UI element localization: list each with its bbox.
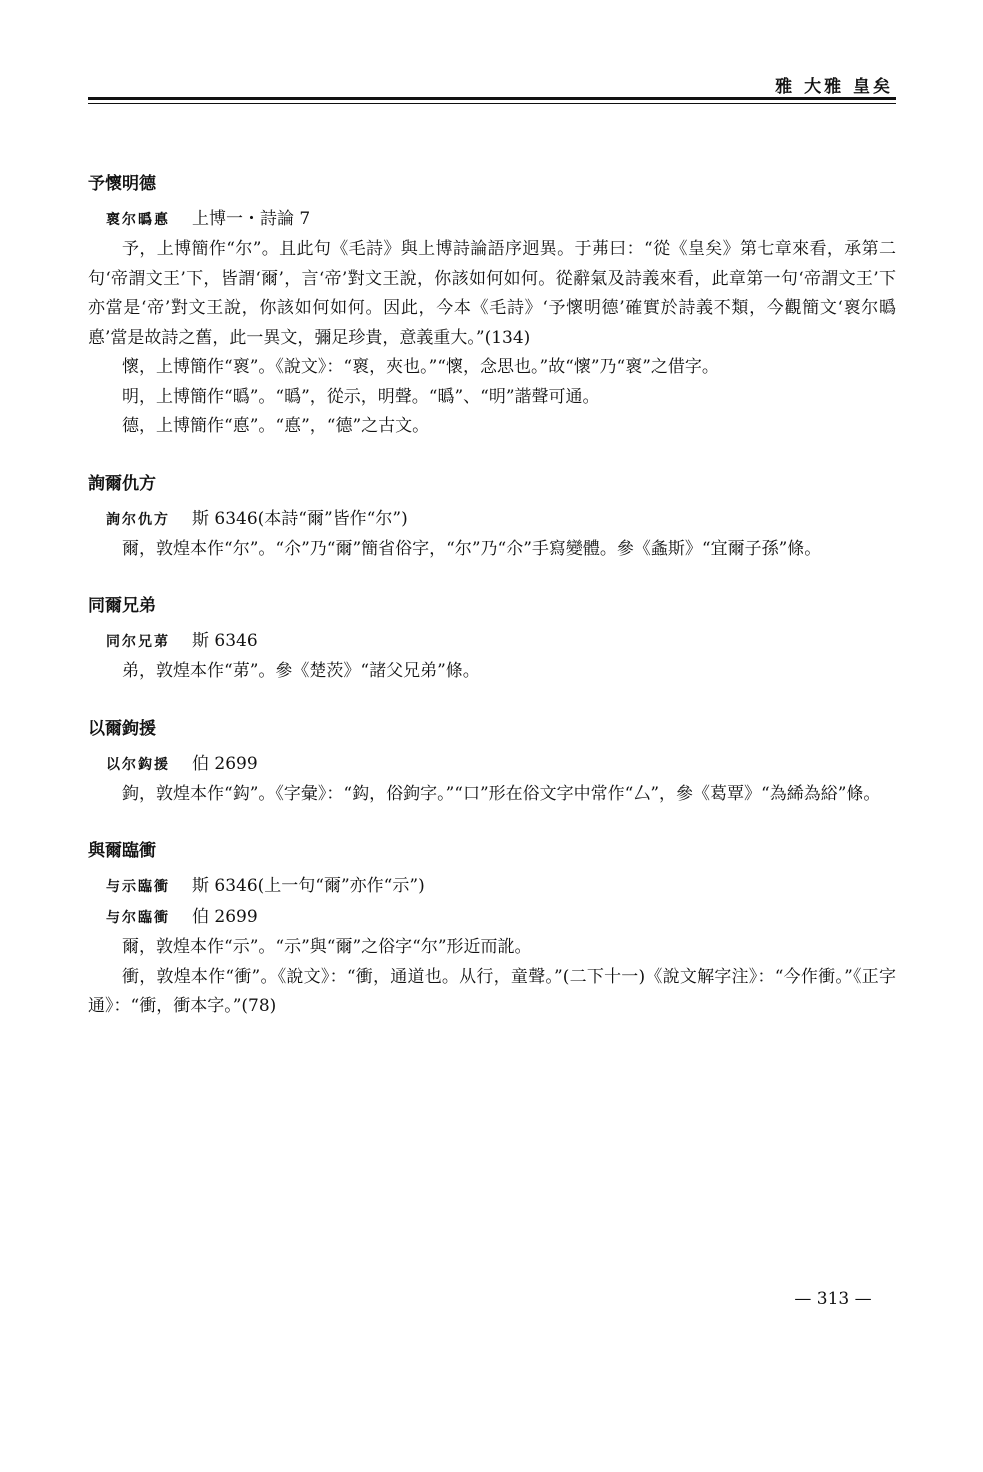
source-line — [88, 204, 896, 235]
commentary-paragraph: 鉤，敦煌本作“鈎”。《字彙》：“鈎，俗鉤字。”“口”形在俗文字中常作“厶”，參《葛覃》“為絺為綌”條。 — [122, 783, 881, 804]
entry — [88, 590, 896, 687]
header-rule-thin — [88, 103, 896, 104]
entry-heading: 予懷明德 — [88, 174, 156, 194]
header-rule-thick — [88, 97, 896, 100]
entry — [88, 168, 896, 442]
entry-heading: 同爾兄弟 — [88, 596, 156, 616]
source-reference: 上博一・詩論 7 — [192, 209, 311, 229]
commentary-paragraph: 弟，敦煌本作“苐”。參《楚茨》“諸父兄弟”條。 — [122, 661, 480, 681]
commentary-paragraph: 予，上博簡作“尔”。且此句《毛詩》與上博詩論語序迥異。于茀曰：“從《皇矣》第七章來看，承第二句‘帝謂文王’下，皆謂‘爾’，言‘帝’對文王說，你該如何如何。從辭氣及詩義來看，此章第一句‘帝謂文王’下亦當是‘帝’對文王說，你該如何如何。因此，今本《毛詩》‘予懷明德’確實於詩義不類，今觀簡文‘褱尔㬙悳’當是故詩之舊，此一異文，彌足珍貴，意義重大。”(134) — [88, 239, 896, 348]
entry — [88, 713, 896, 810]
source-line — [88, 749, 896, 780]
source-reference: 斯 6346(上一句“爾”亦作“示”) — [192, 876, 425, 896]
page-body — [88, 168, 896, 1048]
source-variant-text: 詢尔仇方 — [106, 511, 170, 528]
source-variant-text: 褱尔㬙悳 — [106, 212, 170, 228]
commentary-paragraph: 爾，敦煌本作“尔”。“尒”乃“爾”簡省俗字，“尔”乃“尒”手寫變體。參《螽斯》“宜爾子孫”條。 — [122, 538, 822, 559]
source-line — [88, 902, 896, 933]
entry-heading: 與爾臨衝 — [88, 841, 156, 861]
source-variant-text: 与尔臨衝 — [106, 910, 170, 926]
commentary-paragraph: 衝，敦煌本作“衝”。《說文》：“衝，通道也。从行，童聲。”(二下十一)《說文解字注》：“今作衝。”《正字通》：“衝，衝本字。”(78) — [88, 966, 896, 1016]
source-reference: 伯 2699 — [192, 753, 258, 774]
source-variant-text: 与示臨衝 — [106, 879, 170, 895]
source-reference: 伯 2699 — [192, 907, 258, 927]
commentary-paragraph: 德，上博簡作“悳”。“悳”，“德”之古文。 — [122, 416, 430, 436]
source-variant-text: 同尔兄苐 — [106, 634, 170, 650]
entry-heading: 詢爾仇方 — [88, 473, 156, 494]
commentary-paragraph: 懷，上博簡作“褱”。《說文》：“褱，夾也。”“懷，念思也。”故“懷”乃“褱”之借字。 — [122, 357, 719, 377]
running-title: 雅 大雅 皇矣 — [775, 77, 893, 97]
entry — [88, 468, 896, 565]
entry-heading: 以爾鉤援 — [88, 718, 156, 739]
commentary-paragraph: 爾，敦煌本作“示”。“示”與“爾”之俗字“尔”形近而訛。 — [122, 937, 532, 957]
source-line — [88, 626, 896, 657]
source-reference: 斯 6346(本詩“爾”皆作“尔”) — [192, 508, 408, 529]
source-variant-text: 以尔鈎援 — [106, 756, 170, 773]
source-reference: 斯 6346 — [192, 631, 258, 651]
page-number: — 313 — — [794, 1289, 872, 1309]
source-line — [88, 504, 896, 535]
entry — [88, 835, 896, 1022]
source-line — [88, 871, 896, 902]
commentary-paragraph: 明，上博簡作“㬙”。“㬙”，從示，明聲。“㬙”、“明”諧聲可通。 — [122, 386, 600, 407]
